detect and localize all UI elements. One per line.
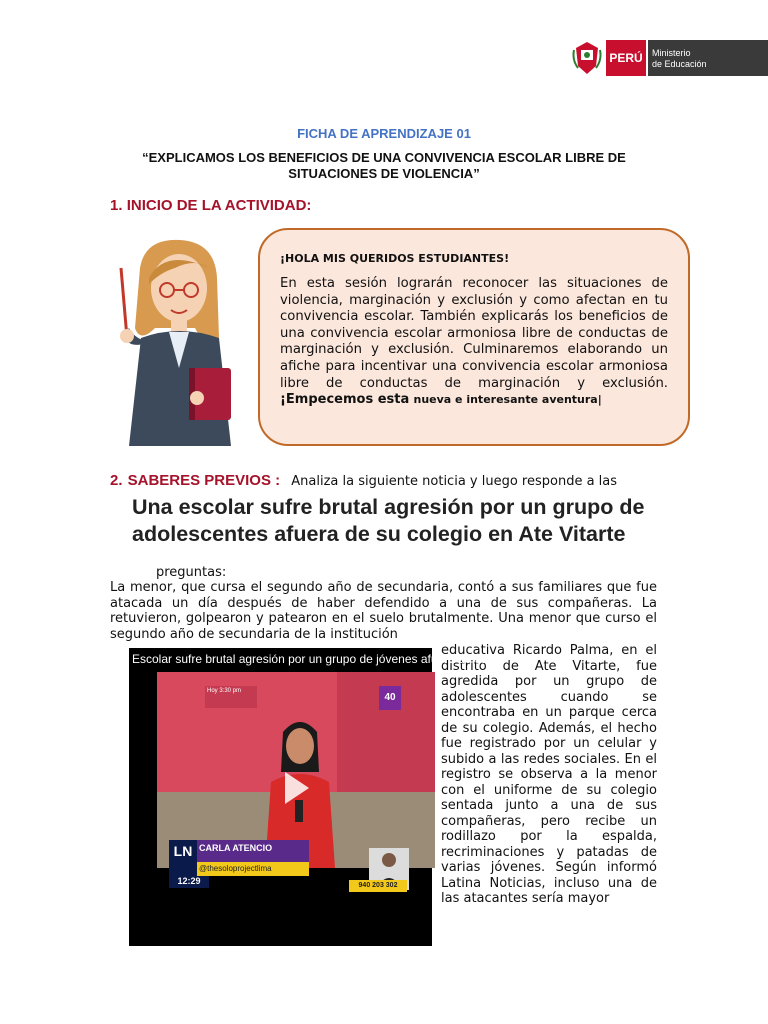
peru-shield-icon	[572, 40, 602, 76]
video-frame	[157, 672, 435, 868]
news-paragraph-1: La menor, que cursa el segundo año de secundaria, contó a sus familiares que fue atacada un día después de haber defendido a una de sus compañeras. La retuvieron, golpearon y patearon en el suelo brutalmente. Una menor que curso el segundo año de secundaria de la institución	[110, 580, 657, 642]
news-video[interactable]	[129, 648, 501, 946]
reporter-name: CARLA ATENCIO	[169, 840, 309, 862]
section1-heading: 1. INICIO DE LA ACTIVIDAD:	[110, 197, 312, 214]
section2-intro: Analiza la siguiente noticia y luego responde a las	[291, 474, 618, 489]
promo-tag: Hoy 3:30 pm	[205, 686, 257, 708]
preguntas-text: preguntas:	[156, 565, 227, 580]
play-icon[interactable]	[285, 772, 309, 804]
peru-label: PERÚ	[606, 40, 646, 76]
phone-number: 940 203 302	[349, 880, 407, 892]
bubble-body: En esta sesión lograrán reconocer las situaciones de violencia, marginación y exclusión y como afectan en tu convivencia escolar. También explicarás los beneficios de una convivencia escolar armoniosa libre de conductas de marginación y exclusión. Culminaremos elaborando un afiche para incentivar una convivencia escolar armoniosa libre de conductas de marginación y exclusión. ¡Empecemos esta nueva e interesante aventura|	[280, 276, 668, 408]
reporter-handle: @thesoloprojectlima	[169, 862, 309, 876]
section2-heading: 2. SABERES PREVIOS : Analiza la siguiente noticia y luego responde a las	[110, 472, 618, 489]
ficha-title: FICHA DE APRENDIZAJE 01	[297, 126, 471, 141]
bubble-greeting: ¡HOLA MIS QUERIDOS ESTUDIANTES!	[280, 252, 510, 265]
video-title[interactable]: Escolar sufre brutal agresión por un grupo de jóvenes afuera de su ...	[132, 652, 501, 666]
ministry-logo	[572, 40, 768, 76]
ministry-label: Ministerio de Educación	[648, 40, 768, 76]
speech-bubble	[258, 228, 690, 446]
news-headline: Una escolar sufre brutal agresión por un grupo de adolescentes afuera de su colegio en Ate Vitarte	[132, 495, 645, 546]
broadcast-time: 12:29	[169, 876, 209, 888]
latina-logo: LN	[169, 840, 197, 876]
document-subtitle: “EXPLICAMOS LOS BENEFICIOS DE UNA CONVIVENCIA ESCOLAR LIBRE DE SITUACIONES DE VIOLENCIA”	[142, 150, 626, 181]
teacher-illustration	[85, 228, 255, 448]
channel-badge: 40	[379, 686, 401, 710]
news-paragraph-2: educativa Ricardo Palma, en el distrito de Ate Vitarte, fue agredida por un grupo de adolescentes cuando se encontraba en un parque cerca de su colegio. Además, el hecho fue registrado por un celular y subido a las redes sociales. En el registro se observa a la menor con el uniforme de su colegio sentada junto a una de sus compañeras, pero recibe un rodillazo por la espalda, recriminaciones y patadas de varias jóvenes. Según informó Latina Noticias, incluso una de las atacantes sería mayor	[441, 643, 657, 906]
